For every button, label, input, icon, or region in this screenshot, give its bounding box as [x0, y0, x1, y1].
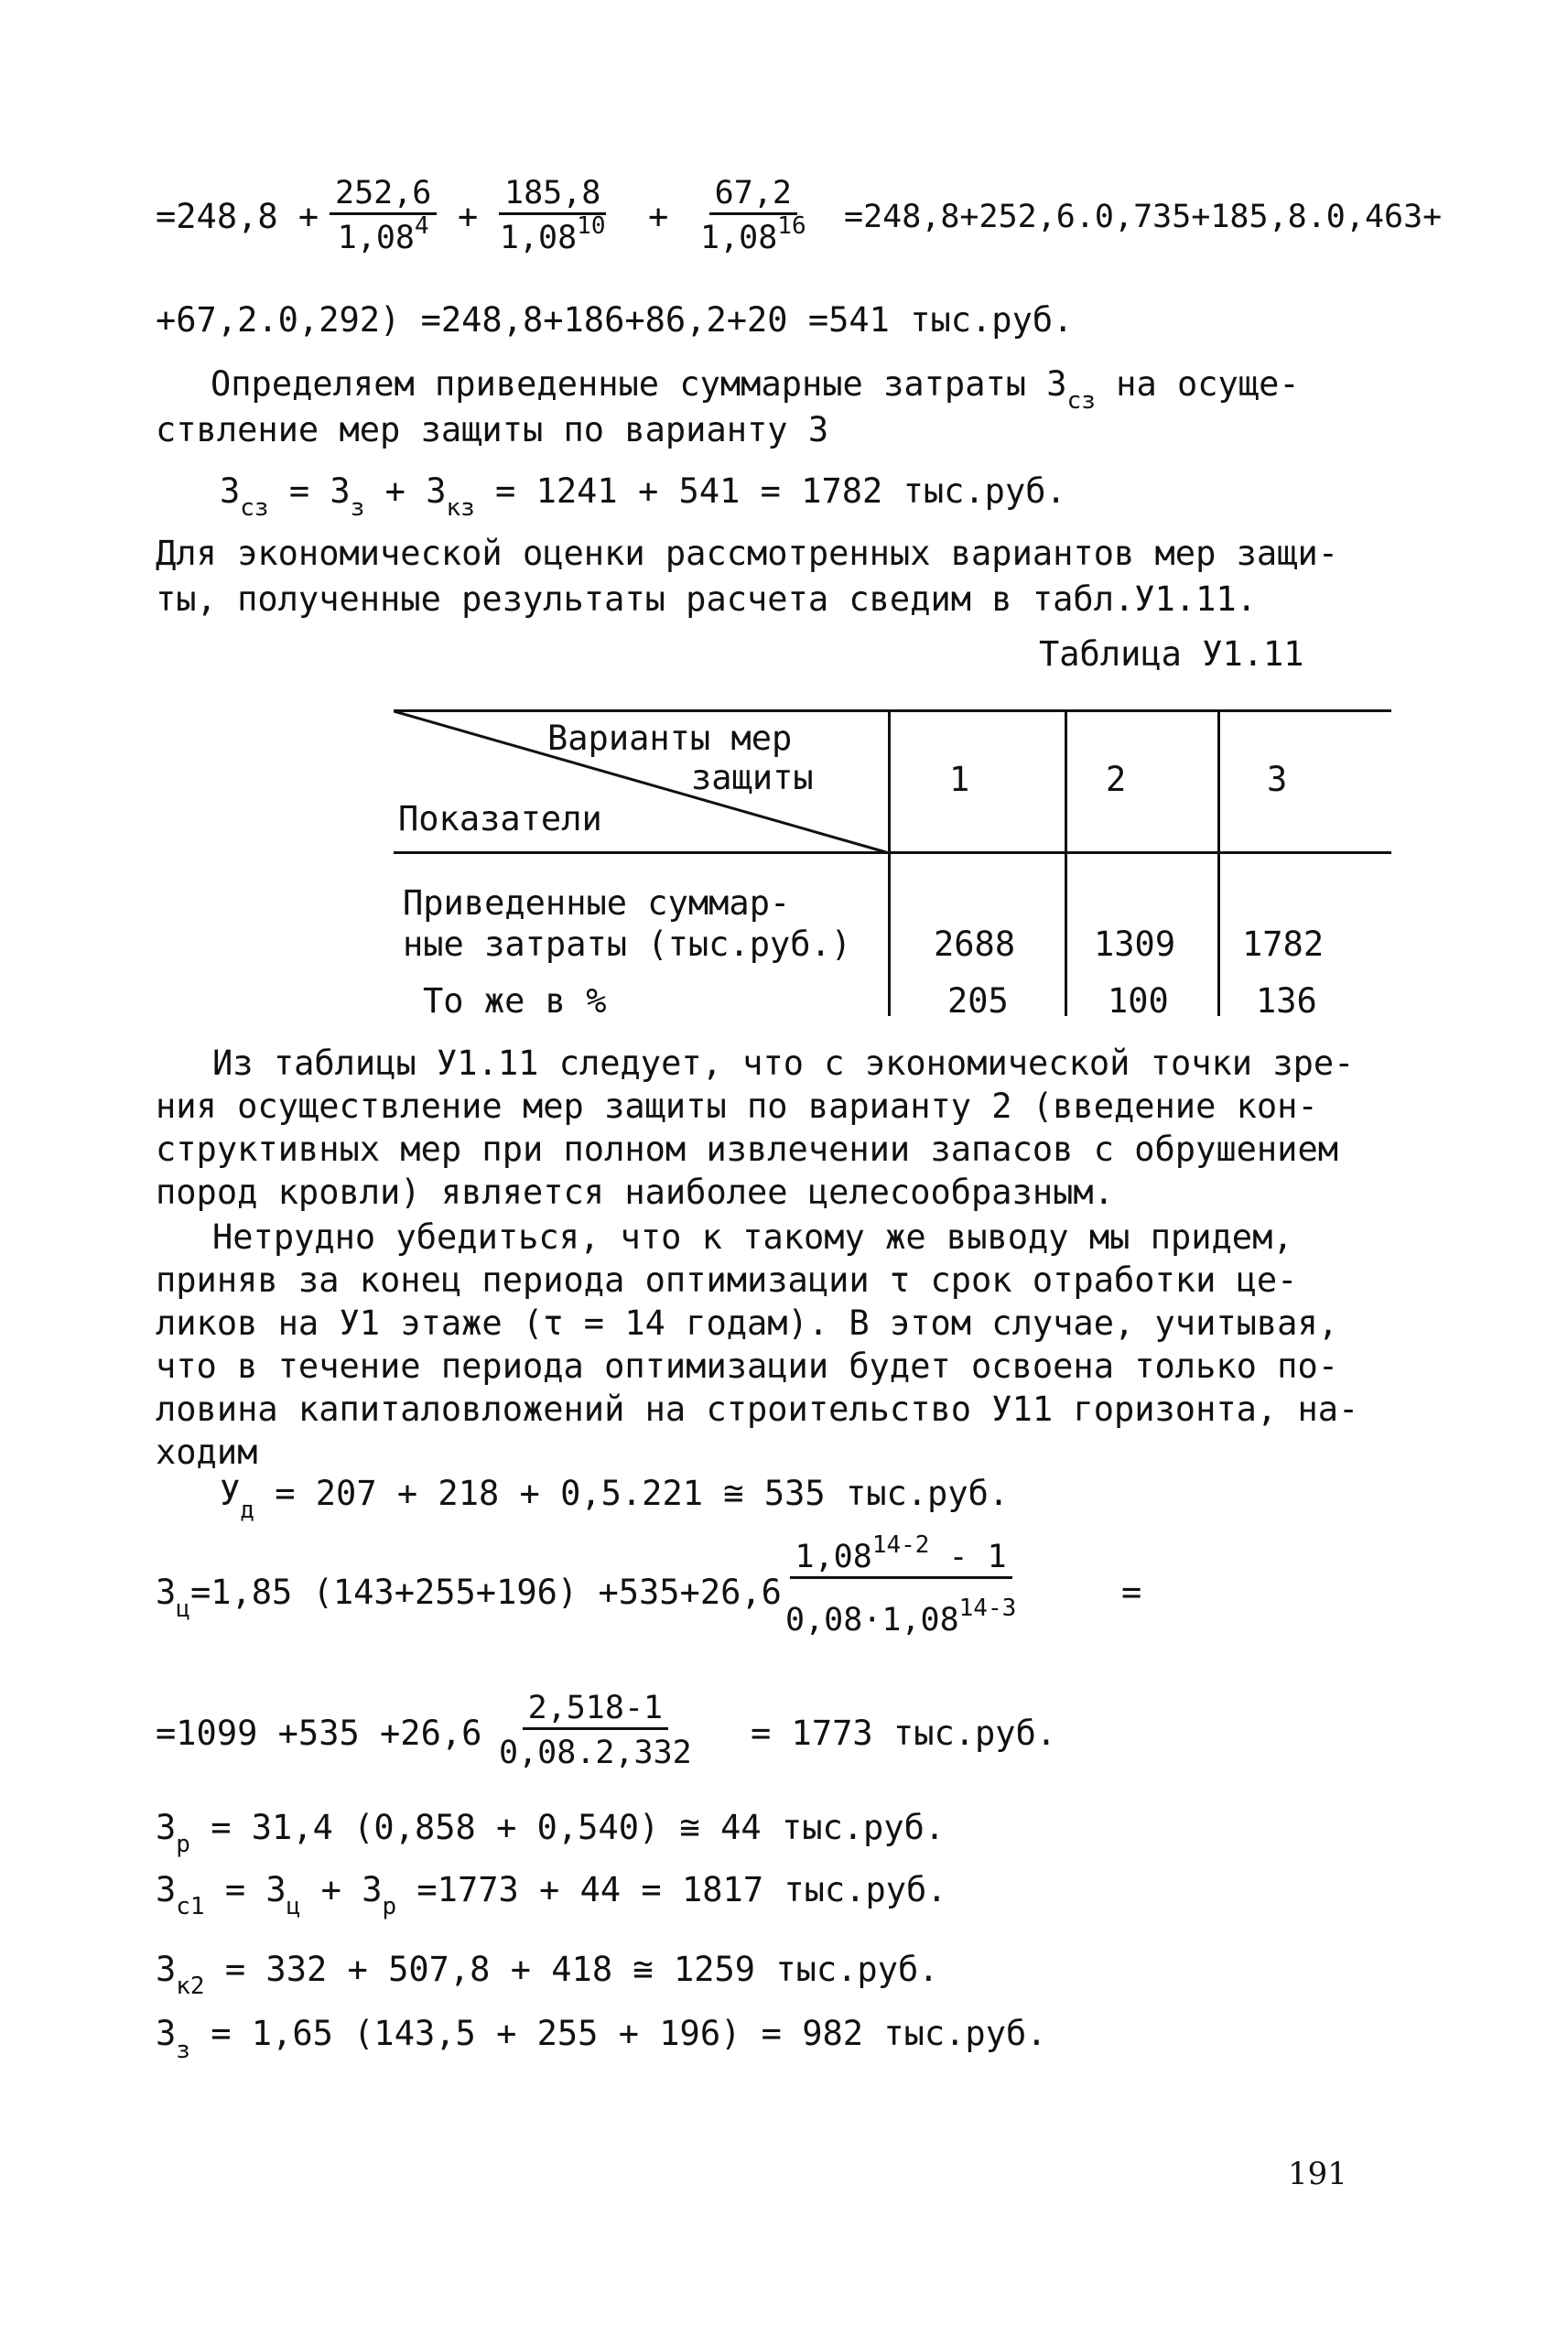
para2-line1: Для экономической оценки рассмотренных вариантов мер защи-	[156, 534, 1339, 573]
table-cell-r2c2: 100	[1108, 981, 1169, 1021]
para2-line2: ты, полученные результаты расчета сведим в табл.У1.11.	[156, 579, 1257, 619]
table-header-top: Варианты мер	[547, 719, 793, 758]
table-col-header-3: 3	[1267, 760, 1288, 799]
eq-zc-lead: $З_ц=1,85$ (143+255+196) +535+26,6	[156, 1573, 782, 1623]
para4-line6: ходим	[156, 1433, 258, 1472]
table-col-divider-2	[1065, 709, 1067, 1016]
plus-sign-2: +	[648, 197, 669, 236]
eq-ud: $У_д = 207 + 218 + 0,5.221$ ≅ 535 тыс.руб.	[220, 1474, 1010, 1524]
para3-line1: Из таблицы У1.11 следует, что с экономической точки зре-	[212, 1044, 1355, 1083]
table-col-header-1: 1	[949, 760, 970, 799]
plus-sign-1: +	[458, 197, 479, 236]
eq-zz: $З_з = 1,65$ (143,5 + 255 + 196) = 982 тыс.руб.	[156, 2014, 1047, 2064]
eq-1099-rest: = 1773 тыс.руб.	[751, 1714, 1057, 1753]
table-header-mid: защиты	[691, 758, 814, 797]
table-cell-r1c3: 1782	[1242, 925, 1325, 964]
table-cell-r1c1: 2688	[934, 925, 1016, 964]
table-row1-label2: ные затраты (тыс.руб.)	[403, 925, 852, 964]
fraction-1	[330, 174, 437, 257]
fraction-2-numerator: 185,8	[499, 174, 606, 215]
table-row1-label1: Приведенные суммар-	[403, 883, 791, 923]
eq-zp: $З_р = 31,4$ (0,858 + 0,540) ≅ 44 тыс.руб.	[156, 1808, 946, 1858]
eq-zsz: $З_{сз} = З_з + З_{кз} = 1241 + 541 = 1782$ тыс.руб.	[220, 471, 1066, 522]
para1-line1: Определяем приведенные суммарные затраты $З_{сз}$ на осуще-	[211, 364, 1300, 415]
para1-line2: ствление мер защиты по варианту 3	[156, 410, 829, 449]
para3-line2: ния осуществление мер защиты по варианту 2 (введение кон-	[156, 1087, 1318, 1126]
fraction-2-den-exp: 10	[577, 212, 606, 240]
formula-tail: =248,8+252,6.0,735+185,8.0,463+	[844, 199, 1443, 235]
eq-1099-fraction: $\frac{2,518-1}{0,08.2,332}$	[499, 1690, 692, 1771]
para4-line2: приняв за конец периода оптимизации τ срок отработки це-	[156, 1260, 1298, 1300]
table-caption: Таблица У1.11	[1039, 634, 1304, 674]
eq-zc1: $З_{с1} = З_ц + З_р =1773 + 44 = 1817$ тыс.руб.	[156, 1870, 947, 1920]
fraction-1-numerator: 252,6	[330, 174, 437, 215]
fraction-3	[700, 174, 806, 257]
table-header-bottom: Показатели	[398, 799, 602, 838]
para4-line5: ловина капиталовложений на строительство У11 горизонта, на-	[156, 1390, 1359, 1429]
table-row2-label: То же в %	[423, 981, 607, 1021]
table-col-divider-3	[1217, 709, 1220, 1016]
table-col-header-2: 2	[1106, 760, 1127, 799]
fraction-1-den-exp: 4	[415, 212, 429, 240]
page-number: 191	[1288, 2156, 1347, 2192]
formula-line2: +67,2.0,292) =248,8+186+86,2+20 =541 тыс.руб.	[156, 300, 1074, 340]
eq-zc-fraction: $\frac{1,08^{14-2} - 1}{0,08\cdot 1,08^{14-3}}$	[785, 1531, 1017, 1638]
para3-line3: структивных мер при полном извлечении запасов с обрушением	[156, 1130, 1339, 1169]
table-cell-r2c1: 205	[947, 981, 1009, 1021]
fraction-2	[499, 174, 606, 257]
eq-zc-equals: =	[1121, 1573, 1142, 1612]
table-cell-r1c2: 1309	[1094, 925, 1176, 964]
table-col-divider-1	[888, 709, 891, 1016]
para4-line4: что в течение периода оптимизации будет освоена только по-	[156, 1346, 1339, 1386]
fraction-2-den-base: 1,08	[499, 220, 578, 256]
fraction-3-den-base: 1,08	[700, 220, 778, 256]
eq-zk2: $З_{к2} = 332 + 507,8 + 418$ ≅ 1259 тыс.руб.	[156, 1950, 939, 2000]
para4-line1: Нетрудно убедиться, что к такому же выводу мы придем,	[212, 1217, 1293, 1257]
para4-line3: ликов на У1 этаже (τ = 14 годам). В этом случае, учитывая,	[156, 1303, 1339, 1343]
table-cell-r2c3: 136	[1256, 981, 1317, 1021]
fraction-3-numerator: 67,2	[709, 174, 797, 215]
para3-line4: пород кровли) является наиболее целесообразным.	[156, 1173, 1114, 1212]
eq-1099-lead: =1099 +535 +26,6	[156, 1714, 482, 1753]
fraction-3-den-exp: 16	[777, 212, 806, 240]
fraction-1-den-base: 1,08	[337, 220, 415, 256]
formula-lead: =248,8 +	[156, 197, 319, 236]
